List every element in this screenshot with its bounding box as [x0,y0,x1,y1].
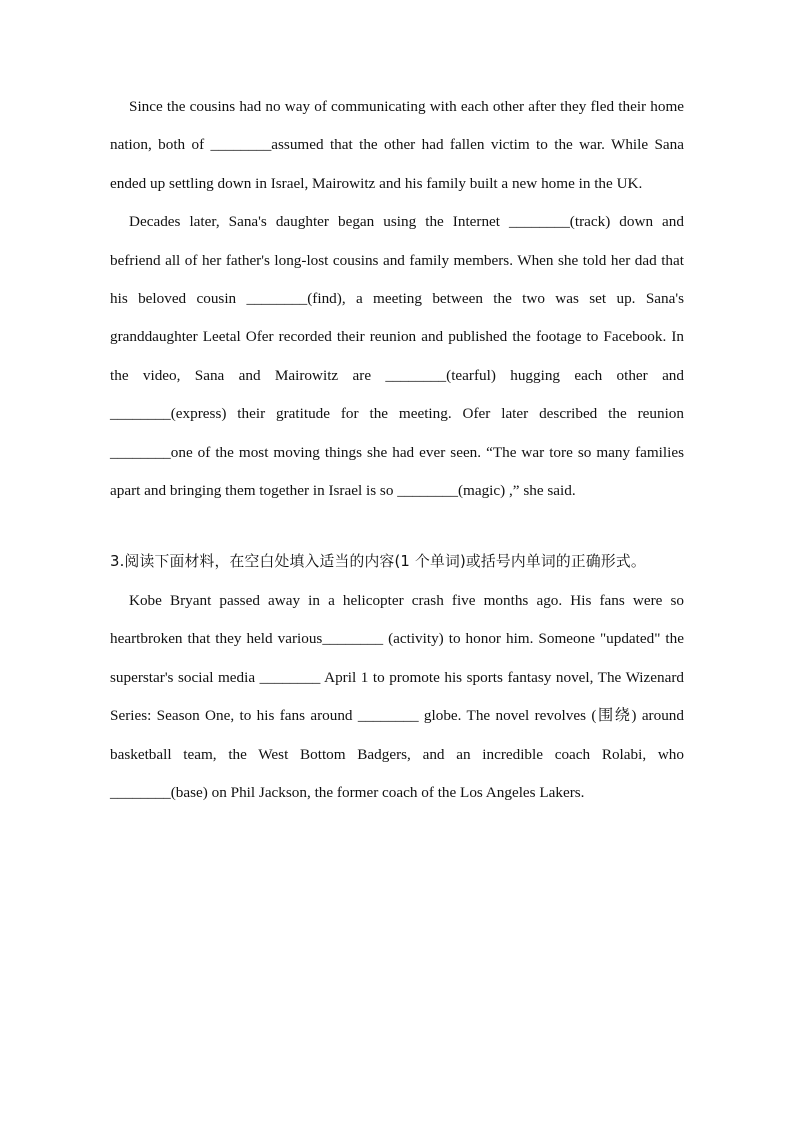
document-page [110,88,684,812]
passage-paragraph-2: Decades later, Sana's daughter began using the Internet ________(track) down and befriend all of her father's long-lost cousins and family members. When she told her dad that his beloved cousin ________(find), a meeting between the two was set up. Sana's granddaughter Leetal Ofer recorded their reunion and published the footage to Facebook. In the video, Sana and Mairowitz are ________(tearful) hugging each other and ________(express) their gratitude for the meeting. Ofer later described the reunion ________one of the most moving things she had ever seen. “The war tore so many families apart and bringing them together in Israel is so ________(magic) ,” she said. [110,213,684,500]
question-3-instruction: 3.阅读下面材料，在空白处填入适当的内容(1 个单词)或括号内单词的正确形式。 [110,553,646,571]
passage-paragraph-1: Since the cousins had no way of communicating with each other after they fled their home nation, both of ________assumed that the other had fallen victim to the war. While Sana ended up settling down in Israel, Mairowitz and his family built a new home in the UK. [110,98,684,192]
question-3-paragraph: Kobe Bryant passed away in a helicopter crash five months ago. His fans were so heartbroken that they held various________ (activity) to honor him. Someone "updated" the superstar's social media ________ April 1 to promote his sports fantasy novel, The Wizenard Series: Season One, to his fans around ________ globe. The novel revolves (围绕) around basketball team, the West Bottom Badgers, and an incredible coach Rolabi, who ________(base) on Phil Jackson, the former coach of the Los Angeles Lakers. [110,591,684,801]
